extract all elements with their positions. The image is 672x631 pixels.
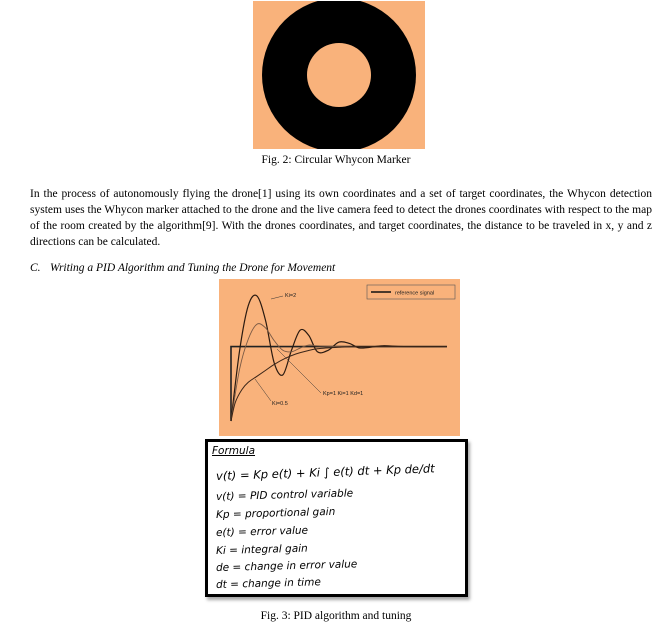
legend-label: reference signal	[395, 290, 435, 297]
annotation-ki-2: Ki=2	[285, 293, 297, 299]
formula-line-proportional-gain: Kp = proportional gain	[215, 505, 336, 521]
formula-title: Formula	[212, 445, 256, 457]
section-title: Writing a PID Algorithm and Tuning the Drone for Movement	[50, 262, 336, 274]
pid-response-chart	[219, 279, 460, 436]
annotation-kp-ki-kd: Kp=1 Ki=1 Kd=1	[323, 391, 364, 397]
section-number: C.	[30, 262, 41, 274]
figure-2-caption: Fig. 2: Circular Whycon Marker	[261, 154, 411, 166]
formula-line-error-value: e(t) = error value	[215, 524, 309, 539]
formula-line-integral-gain: Ki = integral gain	[215, 542, 308, 557]
formula-card	[205, 439, 468, 597]
body-paragraph: In the process of autonomously flying the drone[1] using its own coordinates and a set of target coordinates, the Whycon detection system uses the Whycon marker attached to the drone and the live camera feed to detect the drones coordinates with respect to the map of the room created by the algorithm[9]. With the drones coordinates, and target coordinates, the distance to be traveled in x, y and z directions can be calculated.	[30, 188, 652, 248]
annotation-ki-0-5: Ki=0.5	[272, 401, 288, 407]
chart-background	[219, 279, 460, 436]
figure-3-caption: Fig. 3: PID algorithm and tuning	[260, 610, 412, 622]
marker-hole	[307, 43, 371, 107]
pid-equation: v(t) = Kp e(t) + Ki ∫ e(t) dt + Kp de/dt	[215, 461, 435, 483]
formula-line-control-variable: v(t) = PID control variable	[215, 487, 354, 503]
formula-line-change-in-error: de = change in error value	[215, 558, 358, 574]
section-heading	[30, 262, 335, 274]
formula-line-change-in-time: dt = change in time	[215, 576, 321, 591]
whycon-marker-image	[253, 1, 425, 149]
